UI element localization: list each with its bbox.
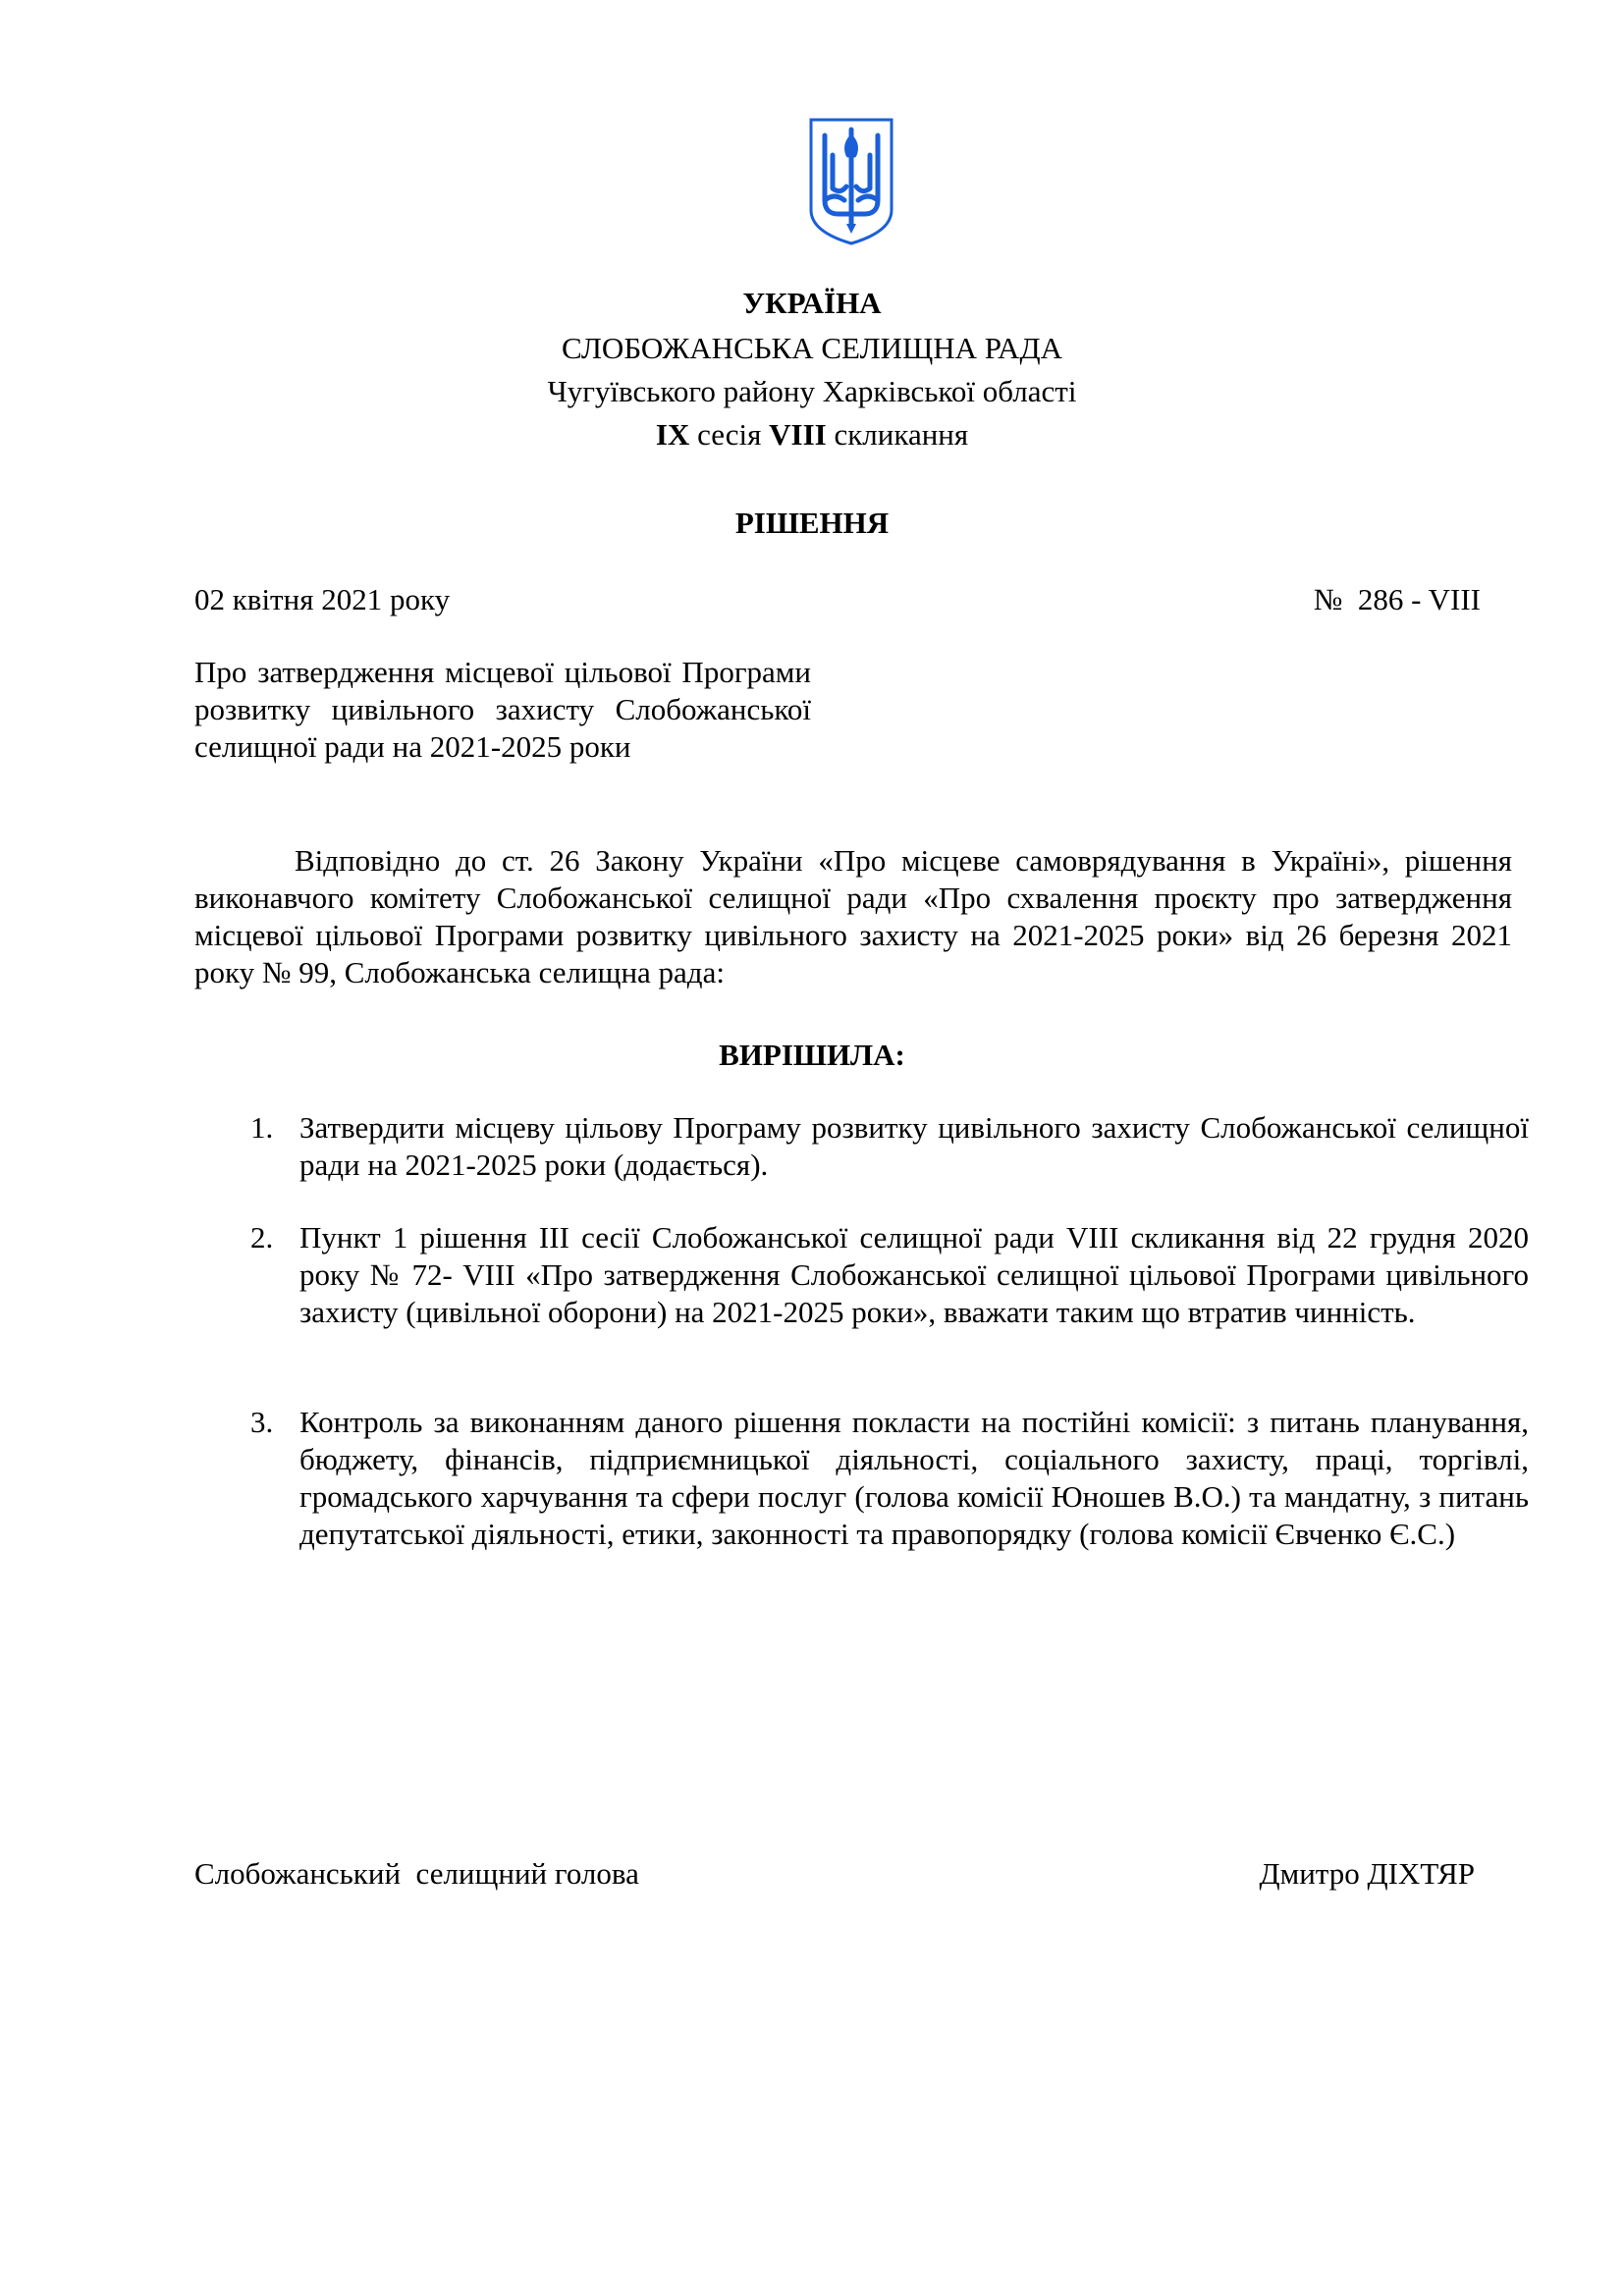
decision-number: № 286 - VIII — [1313, 582, 1481, 616]
decision-subject: Про затвердження місцевої цільової Програми розвитку цивільного захисту Слобожанської селищної ради на 2021-2025 роки — [194, 655, 811, 764]
convocation-number: VIII — [769, 417, 827, 452]
signatory-name: Дмитро ДІХТЯР — [1259, 1856, 1475, 1891]
signatory-position: Слобожанський селищний голова — [194, 1856, 639, 1891]
preamble-paragraph: Відповідно до ст. 26 Закону України «Про місцеве самоврядування в Україні», рішення виконавчого комітету Слобожанської селищної ради «Про схвалення проєкту про затвердження місцевої цільової Програми розвитку цивільного захисту на 2021-2025 роки» від 26 березня 2021 року № 99, Слобожанська селищна рада: — [194, 843, 1512, 989]
council-name: СЛОБОЖАНСЬКА СЕЛИЩНА РАДА — [562, 331, 1062, 365]
list-item-text: Затвердити місцеву цільову Програму розвитку цивільного захисту Слобожанської селищної ради на 2021-2025 роки (додається). — [299, 1110, 1529, 1182]
list-item-number: 1. — [250, 1110, 274, 1145]
session-word: сесія — [697, 417, 762, 452]
list-item-number: 3. — [250, 1405, 274, 1439]
session-number: IX — [655, 417, 690, 452]
decision-date: 02 квітня 2021 року — [194, 582, 451, 616]
coat-of-arms-icon — [807, 116, 895, 247]
session-line — [0, 416, 1624, 454]
list-item-text: Контроль за виконанням даного рішення покласти на постійні комісії: з питань планування, бюджету, фінансів, підприємницької діяльності, соціального захисту, праці, торгівлі, громадського харчування та сфери послуг (голова комісії Юношев В.О.) та мандатну, з питань депутатської діяльності, етики, законності та правопорядку (голова комісії Євченко Є.С.) — [299, 1405, 1529, 1551]
country-heading: УКРАЇНА — [742, 286, 882, 320]
district-line: Чугуївського району Харківської області — [547, 374, 1077, 408]
list-item-number: 2. — [250, 1220, 274, 1255]
convocation-word: скликання — [834, 417, 969, 452]
list-item-text: Пункт 1 рішення ІІІ сесії Слобожанської селищної ради VIII скликання від 22 грудня 2020 року № 72- VIII «Про затвердження Слобожанської селищної цільової Програми цивільного захисту (цивільної оборони) на 2021-2025 роки», вважати таким що втратив чинність. — [299, 1220, 1529, 1329]
document-type: РІШЕННЯ — [734, 506, 890, 540]
resolved-heading: ВИРІШИЛА: — [719, 1038, 905, 1072]
